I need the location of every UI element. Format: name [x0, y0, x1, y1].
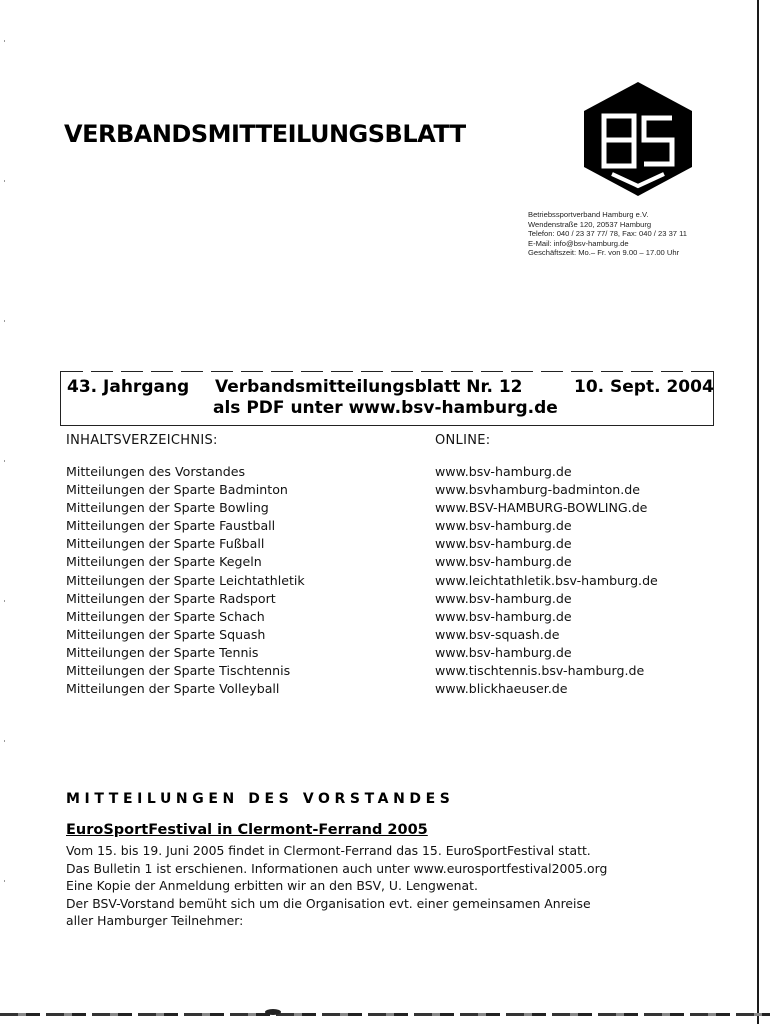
online-link: www.bsv-hamburg.de [435, 518, 572, 534]
toc-item: Mitteilungen der Sparte Radsport [66, 590, 276, 606]
online-link: www.bsv-hamburg.de [435, 536, 572, 552]
article-body [66, 842, 716, 930]
issue-pdf-note: als PDF unter www.bsv-hamburg.de [213, 398, 558, 418]
toc-item: Mitteilungen der Sparte Tischtennis [66, 663, 291, 679]
address-line: Geschäftszeit: Mo.– Fr. von 9.00 – 17.00 Uhr [528, 248, 680, 258]
online-link: www.bsv-hamburg.de [435, 608, 572, 624]
toc-item: Mitteilungen der Sparte Schach [66, 608, 265, 624]
dashed-rule [61, 371, 713, 372]
address-line: Betriebssportverband Hamburg e.V. [528, 210, 649, 219]
toc-item: Mitteilungen der Sparte Faustball [66, 518, 276, 534]
masthead-title: VERBANDSMITTEILUNGSBLATT [64, 120, 466, 148]
toc-item: Mitteilungen der Sparte Volleyball [66, 681, 280, 697]
toc-item: Mitteilungen der Sparte Bowling [66, 500, 269, 516]
online-link: www.bsv-squash.de [435, 626, 560, 642]
online-link: www.bsv-hamburg.de [435, 644, 572, 660]
online-link: www.blickhaeuser.de [435, 681, 568, 697]
issue-info-box [60, 371, 714, 426]
online-heading: ONLINE: [435, 433, 491, 448]
toc-item: Mitteilungen der Sparte Tennis [66, 644, 259, 660]
toc-item: Mitteilungen der Sparte Badminton [66, 482, 288, 498]
issue-number: Verbandsmitteilungsblatt Nr. 12 [215, 377, 523, 397]
article-line: Eine Kopie der Anmeldung erbitten wir an den BSV, U. Lengwenat. [66, 878, 478, 894]
article-line: Der BSV-Vorstand bemüht sich um die Organisation evt. einer gemeinsamen Anreise [66, 895, 591, 911]
article-line: aller Hamburger Teilnehmer: [66, 913, 244, 929]
section-title: MITTEILUNGEN DES VORSTANDES [66, 791, 455, 807]
online-link: www.bsvhamburg-badminton.de [435, 482, 641, 498]
toc-item: Mitteilungen des Vorstandes [66, 464, 246, 479]
issue-jahrgang: 43. Jahrgang [67, 377, 190, 397]
toc-item: Mitteilungen der Sparte Fußball [66, 536, 265, 552]
online-link: www.tischtennis.bsv-hamburg.de [435, 663, 645, 679]
online-link: www.bsv-hamburg.de [435, 590, 572, 606]
online-links [435, 463, 658, 698]
address-line: Wendenstraße 120, 20537 Hamburg [528, 219, 652, 229]
scan-blot [265, 1009, 281, 1015]
online-link: www.bsv-hamburg.de [435, 554, 572, 570]
toc-item: Mitteilungen der Sparte Squash [66, 626, 266, 642]
online-link: www.leichtathletik.bsv-hamburg.de [435, 572, 658, 588]
toc-heading: INHALTSVERZEICHNIS: [66, 433, 218, 448]
article-line: Das Bulletin 1 ist erschienen. Informationen auch unter www.eurosportfestival2005.org [66, 860, 608, 876]
scan-edge [757, 0, 759, 1024]
issue-date: 10. Sept. 2004 [574, 377, 714, 397]
table-of-contents [66, 463, 305, 698]
address-line: Telefon: 040 / 23 37 77/ 78, Fax: 040 / 23 37 11 [528, 229, 688, 239]
online-link: www.BSV-HAMBURG-BOWLING.de [435, 500, 648, 516]
article-line: Vom 15. bis 19. Juni 2005 findet in Clermont-Ferrand das 15. EuroSportFestival statt. [66, 843, 591, 858]
article-heading: EuroSportFestival in Clermont-Ferrand 2005 [66, 822, 428, 838]
online-link: www.bsv-hamburg.de [435, 464, 572, 479]
scan-bottom-edge [0, 1013, 770, 1016]
toc-item: Mitteilungen der Sparte Kegeln [66, 554, 262, 570]
bsv-hexagon-logo-icon [582, 80, 694, 198]
toc-item: Mitteilungen der Sparte Leichtathletik [66, 572, 305, 588]
association-address [528, 210, 687, 258]
address-line: E-Mail: info@bsv-hamburg.de [528, 238, 629, 248]
scan-specks [4, 40, 5, 980]
